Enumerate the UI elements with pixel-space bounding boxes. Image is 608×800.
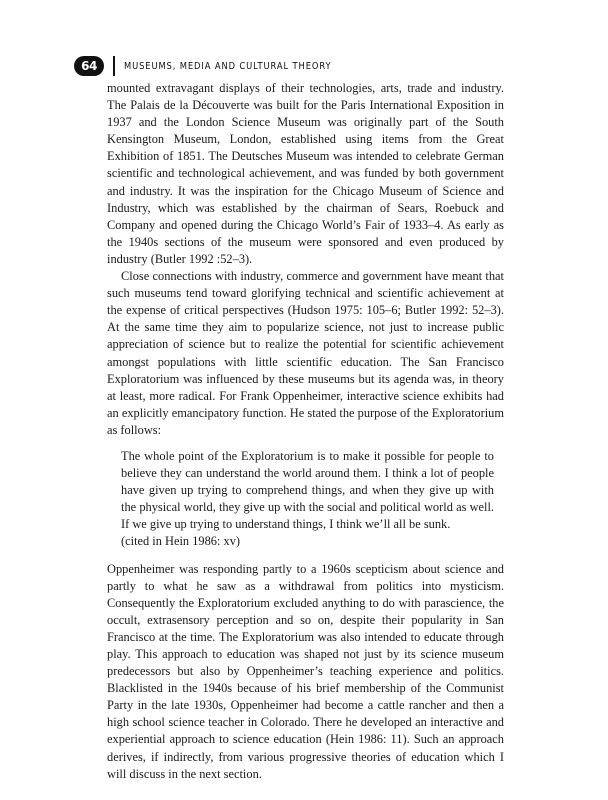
paragraph-oppenheimer: Oppenheimer was responding partly to a 1960s scepticism about science and partly to what he saw as a withdrawal from politics into mysticism. Consequently the Exploratorium excluded anything to do with parascience, the occult, extrasensory perception and so on, despite their popularity in San Francisco at the time. The Exploratorium was also intended to educate through play. This approach to education was shaped not just by its science museum predecessors but also by Oppenheimer’s teaching experience and politics. Blacklisted in the 1940s because of his brief membership of the Communist Party in the late 1930s, Oppenheimer had become a cattle rancher and then a high school science teacher in Colorado. There he developed an interactive and experiential approach to science education (Hein 1986: 11). Such an approach derives, if indirectly, from various progressive theories of education which I will discuss in the next section. [107,561,504,781]
paragraph-continued: mounted extravagant displays of their technologies, arts, trade and industry. The Palais de la Découverte was built for the Paris International Exposition in 1937 and the London Science Museum was originally part of the South Kensington Museum, London, established using items from the Great Exhibition of 1851. The Deutsches Museum was intended to celebrate German scientific and technological achievement, and was funded by both government and industry. It was the inspiration for the Chicago Museum of Science and Industry, which was established by the chairman of Sears, Roebuck and Company and opened during the Chicago World’s Fair of 1933–4. As early as the 1940s sections of the museum were sponsored and even produced by industry (Butler 1992 :52–3). [107,81,504,266]
running-head [74,55,360,77]
block-quote [121,448,494,551]
quote-citation: (cited in Hein 1986: xv) [121,534,241,549]
running-title: MUSEUMS, MEDIA AND CULTURAL THEORY [124,60,332,72]
paragraph-museums-industry: Close connections with industry, commerce and government have meant that such museums tend toward glorifying technical and scientific achievement at the expense of critical perspectives (Hudson 1975: 105–6; Butler 1992: 52–3). At the same time they aim to popularize science, not just to increase public appreciation of science but to realize the potential for scientific achievement amongst populations with little scientific education. The San Francisco Exploratorium was influenced by these museums but its agenda was, in theory at least, more radical. For Frank Oppenheimer, interactive science exhibits had an explicitly emancipatory function. He stated the purpose of the Exploratorium as follows: [107,269,504,437]
header-divider [113,56,115,76]
quote-text: The whole point of the Exploratorium is to make it possible for people to believe they can understand the world around them. I think a lot of people have given up trying to comprehend things, and when they give up with the physical world, they give up with the social and political world as well. If we give up trying to understand things, I think we’ll all be sunk. [121,448,494,532]
body-text [107,80,504,783]
page-number: 64 [74,56,104,76]
